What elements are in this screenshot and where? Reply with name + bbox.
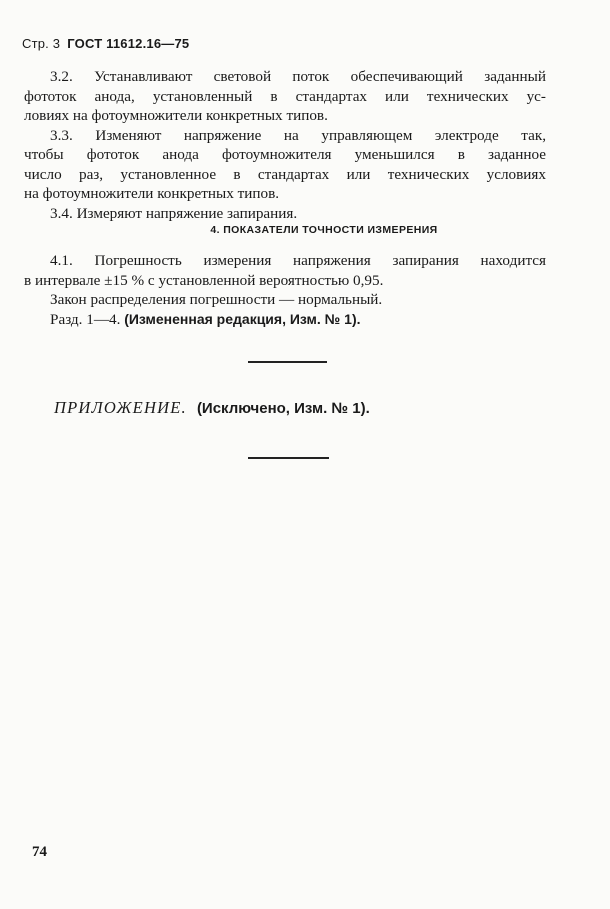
section-4-text — [24, 251, 546, 329]
revision-note: (Измененная редакция, Изм. № 1). — [124, 310, 361, 327]
appendix-line — [54, 398, 370, 418]
page-label: Стр. 3 — [22, 36, 61, 51]
text-line: число раз, установленное в стандартах или технических условиях — [24, 165, 546, 183]
section-4-heading-text: 4. ПОКАЗАТЕЛИ ТОЧНОСТИ ИЗМЕРЕНИЯ — [210, 224, 438, 236]
paragraph-3-2 — [24, 67, 546, 126]
page-header — [22, 36, 189, 51]
appendix-title: ПРИЛОЖЕНИЕ. — [54, 398, 187, 417]
separator-rule-1 — [248, 361, 327, 363]
standard-number: ГОСТ 11612.16—75 — [67, 36, 190, 51]
separator-rule-2 — [248, 457, 329, 459]
page-number: 74 — [32, 844, 47, 860]
paragraph-4-1 — [24, 251, 546, 290]
section-3-text — [24, 67, 546, 223]
paragraph-3-4: 3.4. Измеряют напряжение запирания. — [50, 204, 298, 222]
revision-line — [24, 310, 546, 330]
text-line: 3.2. Устанавливают световой поток обеспечивающий заданный — [50, 68, 546, 85]
distribution-law: Закон распределения погрешности — нормальный. — [50, 291, 383, 308]
section-4-heading — [0, 224, 610, 236]
text-line: в интервале ±15 % с установленной вероятностью 0,95. — [24, 271, 384, 289]
text-line: ловиях на фотоумножители конкретных типов. — [24, 107, 328, 124]
revision-prefix: Разд. 1—4. — [50, 310, 121, 328]
paragraph-3-3 — [24, 126, 546, 204]
text-line: на фотоумножители конкретных типов. — [24, 185, 280, 202]
text-line: фототок анода, установленный в стандартах или технических ус- — [24, 87, 546, 105]
appendix-note: (Исключено, Изм. № 1). — [196, 400, 370, 417]
text-line: 3.3. Изменяют напряжение на управляющем электроде так, — [50, 126, 546, 144]
text-line: 4.1. Погрешность измерения напряжения запирания находится — [50, 252, 546, 269]
text-line: чтобы фототок анода фотоумножителя уменьшился в заданное — [24, 146, 546, 163]
